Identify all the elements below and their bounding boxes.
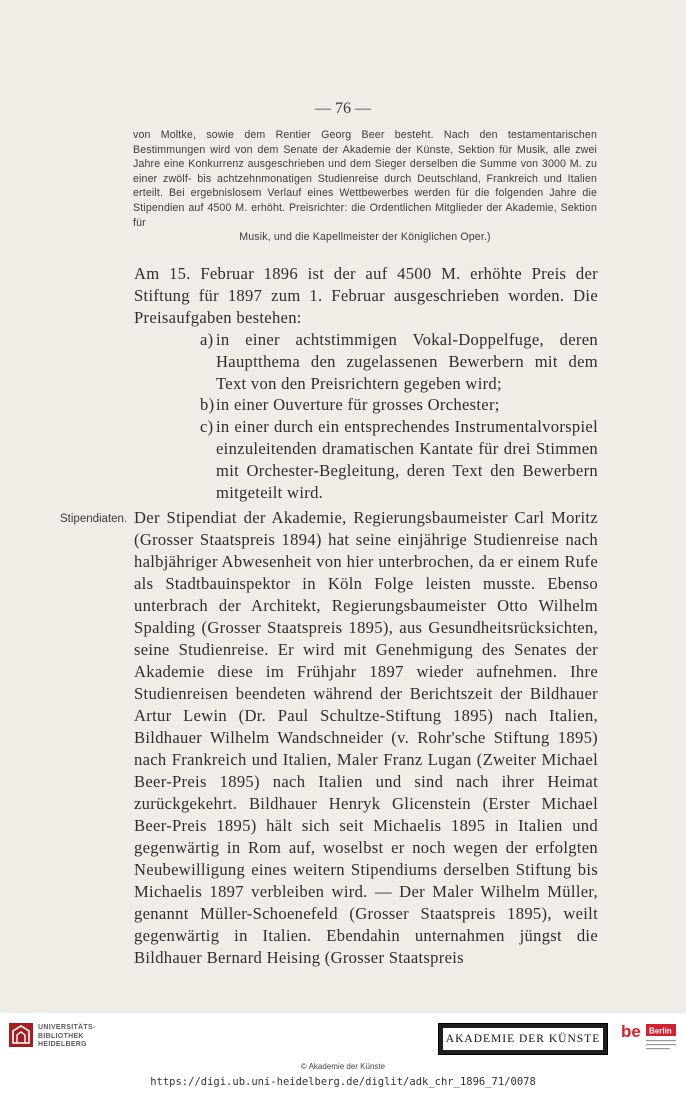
footnote: [133, 128, 597, 245]
list-item-text: in einer durch ein entsprechendes Instrumentalvorspiel einzuleitenden dramatischen Kantate für drei Stimmen mit Orchester-Begleitung, deren Text den Bewerbern mitgeteilt wird.: [216, 417, 598, 502]
akademie-logo-label: AKADEMIE DER KÜNSTE: [442, 1027, 604, 1051]
paragraph-preisausschreiben: Am 15. Februar 1896 ist der auf 4500 M. erhöhte Preis der Stiftung für 1897 zum 1. Februar ausgeschrieben worden. Die Preisaufgaben bestehen:: [134, 264, 598, 327]
list-item-label: a): [200, 330, 214, 349]
uni-line: BIBLIOTHEK: [38, 1032, 84, 1040]
uni-library-label[interactable]: [38, 1024, 96, 1050]
permalink-url[interactable]: https://digi.ub.uni-heidelberg.de/diglit/adk_chr_1896_71/0078: [150, 1076, 536, 1088]
akademie-logo[interactable]: [438, 1023, 608, 1055]
uni-line: UNIVERSITÄTS-: [38, 1024, 96, 1031]
list-item: [200, 394, 598, 416]
list-item-label: c): [200, 417, 214, 437]
be-logo-text: be: [621, 1022, 641, 1041]
be-berlin-logo[interactable]: [620, 1021, 678, 1055]
be-logo-berlin: Berlin: [649, 1026, 672, 1036]
preisaufgaben-list: [200, 329, 598, 503]
list-item-text: in einer Ouverture für grosses Orchester;: [216, 395, 500, 415]
footnote-text: von Moltke, sowie dem Rentier Georg Beer besteht. Nach den testamentarischen Bestimmungen wird von dem Senate der Akademie der Künste, Sektion für Musik, alle zwei Jahre eine Konkurrenz ausgeschrieben und dem Sieger derselben die Summe von 3000 M. zu einer zwölf- bis achtzehnmonatigen Studienreise durch Deutschland, Frankreich und Italien erteilt. Bei ergebnislosem Verlauf eines Wettbewerbes werden für die folgenden Jahre die Stipendien auf 4500 M. erhöht. Preisrichter: die Ordentlichen Mitglieder der Akademie, Sektion für: [133, 129, 597, 229]
copyright-line: © Akademie der Künste: [300, 1062, 386, 1071]
margin-note-stipendiaten: Stipendiaten.: [60, 513, 128, 525]
footnote-last-line: Musik, und die Kapellmeister der Königlichen Oper.): [239, 231, 491, 244]
list-item-text: in einer achtstimmigen Vokal-Doppelfuge, deren Hauptthema den zugelassenen Bewerbern mit dem Text von den Preisrichtern gegeben wird;: [216, 330, 598, 393]
page-number: — 76 —: [315, 100, 371, 117]
list-item: [200, 416, 598, 503]
uni-line: HEIDELBERG: [38, 1041, 87, 1048]
heidelberg-seal-icon[interactable]: [8, 1022, 34, 1048]
paragraph-stipendiaten: Der Stipendiat der Akademie, Regierungsbaumeister Carl Moritz (Grosser Staatspreis 1894) hat seine einjährige Studienreise nach halbjähriger Abwesenheit von hier unterbrochen, da er einem Rufe als Stadtbauinspektor in Köln Folge leisten musste. Ebenso unterbrach der Architekt, Regierungsbaumeister Otto Wilhelm Spalding (Grosser Staatspreis 1895), aus Gesundheitsrücksichten, seine Studienreise. Er wird mit Genehmigung des Senates der Akademie diese im Frühjahr 1897 wieder aufnehmen. Ihre Studienreisen beendeten während der Berichtszeit der Bildhauer Artur Lewin (Dr. Paul Schultze-Stiftung 1895) nach Italien, Bildhauer Wilhelm Wandschneider (v. Rohr'sche Stiftung 1895) nach Frankreich und Italien, Maler Franz Lugan (Zweiter Michael Beer-Preis 1895) nach Italien und sind nach ihrer Heimat zurückgekehrt. Bildhauer Henryk Glicenstein (Erster Michael Beer-Preis 1895) hält sich seit Michaelis 1895 in Italien und gegenwärtig in Rom auf, woselbst er noch wegen der erfolgten Neubewilligung eines weitern Stipendiums derselben Stiftung bis Michaelis 1897 verbleiben wird. — Der Maler Wilhelm Müller, genannt Müller-Schoenefeld (Grosser Staatspreis 1895), weilt gegenwärtig in Italien. Ebendahin unternahmen jüngst die Bildhauer Bernard Heising (Grosser Staatspreis: [134, 508, 598, 967]
list-item: [200, 329, 598, 394]
list-item-label: b): [200, 395, 215, 415]
